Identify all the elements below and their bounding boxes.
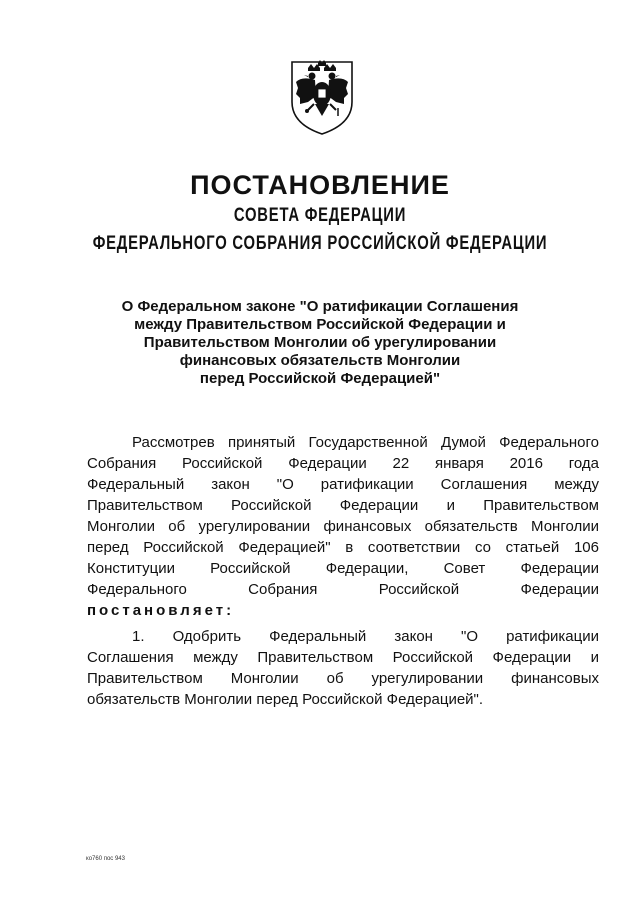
subject-line: О Федеральном законе "О ратификации Соглашения [121, 298, 519, 315]
body-line: Рассмотрев принятый Государственной Думой Федерального [132, 434, 599, 451]
body-line: Собрания Российской Федерации 22 января 2016 года [87, 455, 599, 472]
body-line: Правительством Российской Федерации и Правительством [87, 497, 599, 514]
subject-line: между Правительством Российской Федерации и [134, 316, 506, 333]
decree-word-line [87, 600, 599, 621]
body-line: Соглашения между Правительством Российской Федерации и [87, 649, 599, 666]
body-line: Федеральный закон "О ратификации Соглашения между [87, 476, 599, 493]
subject-line: перед Российской Федерацией" [199, 370, 441, 387]
body-line: обязательств Монголии перед Российской Федерацией". [87, 691, 484, 708]
document-code: ко760 пос 943 [86, 856, 125, 862]
subject-line: финансовых обязательств Монголии [179, 352, 461, 369]
body-line: 1. Одобрить Федеральный закон "О ратификации [132, 628, 599, 645]
coat-of-arms-icon [288, 58, 356, 136]
body-line: Монголии об урегулировании финансовых обязательств Монголии [87, 518, 599, 535]
issuer-line-1: СОВЕТА ФЕДЕРАЦИИ [233, 205, 407, 226]
body-line: Конституции Российской Федерации, Совет Федерации [87, 560, 599, 577]
body-line: перед Российской Федерацией" в соответствии со статьей 106 [87, 539, 599, 556]
body-line: Правительством Монголии об урегулировании финансовых [87, 670, 599, 687]
decree-word: постановляет: [87, 602, 235, 619]
body-line: Федерального Собрания Российской Федерации [87, 581, 599, 598]
issuer-line-2: ФЕДЕРАЛЬНОГО СОБРАНИЯ РОССИЙСКОЙ ФЕДЕРАЦИИ [92, 233, 548, 254]
document-subject [100, 298, 540, 388]
document-title: ПОСТАНОВЛЕНИЕ [190, 170, 450, 200]
subject-line: Правительством Монголии об урегулировании [143, 334, 497, 351]
resolution-item-1 [87, 626, 599, 710]
preamble-paragraph [87, 432, 599, 621]
